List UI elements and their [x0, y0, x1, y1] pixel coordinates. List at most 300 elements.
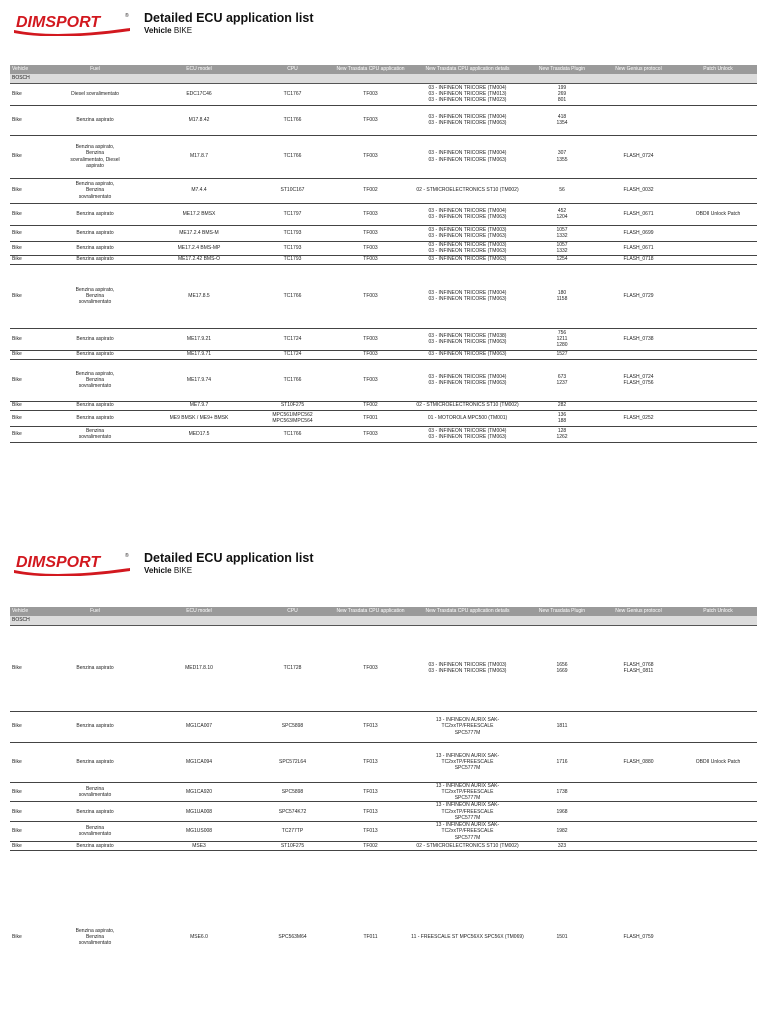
patch-unlock-cell — [679, 742, 757, 782]
trasdata-details-cell — [409, 328, 526, 350]
table-row — [10, 178, 757, 203]
cell-text: TC1797 — [283, 210, 302, 217]
cell-text: Bike — [12, 229, 22, 236]
cell-text: TF003 — [363, 90, 378, 97]
cell-text: 1354 — [556, 120, 568, 126]
cell-text: TF003 — [363, 351, 378, 358]
cell-text: EDC17C46 — [186, 90, 212, 97]
cell-text: 03 - INFINEON TRICORE (TM063) — [428, 351, 507, 358]
fuel-cell — [45, 850, 145, 1024]
table-header — [10, 65, 757, 74]
cell-text: MPC563/MPC564 — [272, 418, 313, 424]
table-row — [10, 264, 757, 328]
cell-text: FLASH_0759 — [623, 934, 654, 941]
trasdata-plugin-cell — [526, 255, 598, 264]
vehicle-cell — [10, 178, 45, 203]
column-header: ECU model — [145, 607, 253, 616]
cell-text: 1501 — [556, 934, 568, 941]
trasdata-plugin-cell — [526, 264, 598, 328]
genius-protocol-cell — [598, 841, 679, 850]
cell-text: MG1CA094 — [185, 758, 213, 765]
column-header: Fuel — [45, 65, 145, 74]
cell-text: OBDII Unlock Patch — [695, 758, 741, 765]
cell-text: TF013 — [363, 758, 378, 765]
cell-text: Benzina aspirato — [76, 758, 114, 765]
fuel-cell — [45, 742, 145, 782]
fuel-cell — [45, 225, 145, 241]
logo-text: DIMSPORT — [16, 14, 101, 31]
cell-text: Benzina aspirato — [76, 335, 114, 342]
patch-unlock-cell — [679, 328, 757, 350]
table-body — [10, 616, 757, 1024]
cell-text: 13 - INFINEON AURIX SAK-TC2xxTP/FREESCALE — [435, 822, 500, 835]
genius-protocol-cell — [598, 625, 679, 711]
cell-text: 03 - INFINEON TRICORE (TM063) — [428, 256, 507, 263]
fuel-cell — [45, 241, 145, 255]
cell-text: ME7.9.7 — [189, 402, 209, 409]
trasdata-app-cell — [332, 841, 409, 850]
cell-text: TF013 — [363, 808, 378, 815]
trasdata-plugin-cell — [526, 328, 598, 350]
cell-text: ME17.8.5 — [188, 292, 210, 299]
cell-text: Benzina — [85, 427, 105, 434]
ecu-model-cell — [145, 711, 253, 742]
cell-text: FLASH_0718 — [623, 256, 654, 263]
genius-protocol-cell — [598, 802, 679, 822]
trasdata-details-cell — [409, 350, 526, 359]
cell-text: ME9 BMSK / ME9+ BMSK — [169, 414, 229, 421]
fuel-cell — [45, 203, 145, 225]
cell-text: 188 — [557, 418, 567, 424]
cell-text: SPC5777M — [454, 795, 481, 801]
cell-text: Bike — [12, 808, 22, 815]
vehicle-cell — [10, 850, 45, 1024]
cell-text: Bike — [12, 256, 22, 263]
trasdata-plugin-cell — [526, 410, 598, 426]
cell-text: 452 — [557, 207, 567, 214]
cell-text: TC1724 — [283, 335, 302, 342]
cell-text: sovralimentato — [78, 434, 112, 440]
table-row — [10, 426, 757, 442]
cell-text: 03 - INFINEON TRICORE (TM063) — [428, 434, 507, 440]
ecu-model-cell — [145, 203, 253, 225]
cpu-cell — [253, 105, 332, 135]
cell-text: Benzina — [85, 187, 105, 194]
genius-protocol-cell — [598, 178, 679, 203]
cell-text: 03 - INFINEON TRICORE (TM004) — [428, 150, 507, 157]
cell-text: 1811 — [556, 723, 568, 730]
cell-text: sovralimentato, Diesel — [70, 156, 120, 163]
cell-text: TF003 — [363, 116, 378, 123]
page-title: Detailed ECU application list — [144, 11, 314, 25]
cell-text: 02 - STMICROELECTRONICS ST10 (TM002) — [416, 187, 519, 194]
table-row — [10, 802, 757, 822]
cpu-cell — [253, 742, 332, 782]
trasdata-app-cell — [332, 359, 409, 401]
cell-text: MSE6.0 — [190, 934, 208, 941]
header-row — [10, 607, 757, 616]
cell-text: TF002 — [363, 402, 378, 409]
trasdata-app-cell — [332, 625, 409, 711]
cell-text: sovralimentato — [78, 383, 112, 390]
cell-text: MSE3 — [192, 842, 206, 849]
fuel-cell — [45, 426, 145, 442]
cell-text: SPC5777M — [454, 729, 481, 736]
trasdata-plugin-cell — [526, 178, 598, 203]
cell-text: 02 - STMICROELECTRONICS ST10 (TM002) — [416, 402, 519, 409]
cell-text: Bike — [12, 116, 22, 123]
cell-text: 801 — [557, 97, 567, 104]
column-header: Vehicle — [10, 607, 45, 616]
cell-text: Bike — [12, 828, 22, 835]
cell-text: 1280 — [556, 342, 568, 349]
genius-protocol-cell — [598, 203, 679, 225]
ecu-model-cell — [145, 410, 253, 426]
vehicle-cell — [10, 105, 45, 135]
table-header — [10, 607, 757, 616]
table-row — [10, 241, 757, 255]
cell-text: Bike — [12, 376, 22, 383]
cell-text: SPC5777M — [454, 814, 481, 821]
patch-unlock-cell — [679, 822, 757, 842]
trasdata-app-cell — [332, 711, 409, 742]
group-row — [10, 74, 757, 83]
patch-unlock-cell — [679, 178, 757, 203]
trasdata-plugin-cell — [526, 426, 598, 442]
patch-unlock-cell — [679, 255, 757, 264]
vehicle-cell — [10, 359, 45, 401]
column-header: CPU — [253, 607, 332, 616]
cell-text: 03 - INFINEON TRICORE (TM003) — [428, 226, 507, 233]
cell-text: 03 - INFINEON TRICORE (TM063) — [428, 296, 507, 302]
trasdata-app-cell — [332, 742, 409, 782]
genius-protocol-cell — [598, 135, 679, 178]
patch-unlock-cell — [679, 264, 757, 328]
ecu-model-cell — [145, 264, 253, 328]
page-header — [12, 550, 412, 580]
ecu-model-cell — [145, 105, 253, 135]
cell-text: ME17.2.42 BMS-O — [178, 256, 220, 263]
cell-text: TF003 — [363, 335, 378, 342]
fuel-cell — [45, 105, 145, 135]
cpu-cell — [253, 401, 332, 410]
column-header: ECU model — [145, 65, 253, 74]
table-row — [10, 225, 757, 241]
trasdata-details-cell — [409, 105, 526, 135]
column-header: Patch Unlock — [679, 65, 757, 74]
cell-text: TF001 — [363, 414, 378, 421]
trasdata-details-cell — [409, 178, 526, 203]
cpu-cell — [253, 426, 332, 442]
cell-text: 03 - INFINEON TRICORE (TM063) — [428, 156, 507, 163]
genius-protocol-cell — [598, 822, 679, 842]
genius-protocol-cell — [598, 782, 679, 802]
cell-text: Benzina aspirato — [76, 414, 114, 421]
patch-unlock-cell — [679, 350, 757, 359]
vehicle-cell — [10, 255, 45, 264]
cell-text: Benzina — [85, 376, 105, 383]
cell-text: TF002 — [363, 842, 378, 849]
cell-text: Benzina aspirato — [76, 210, 114, 217]
cell-text: sovralimentato — [78, 193, 112, 200]
cell-text: FLASH_0671 — [623, 210, 654, 217]
cell-text: 03 - INFINEON TRICORE (TM063) — [428, 248, 507, 254]
cell-text: 1355 — [556, 156, 568, 163]
cell-text: FLASH_0729 — [623, 292, 654, 299]
cell-text: 1262 — [556, 434, 568, 440]
ecu-model-cell — [145, 225, 253, 241]
cell-text: FLASH_0880 — [623, 758, 654, 765]
cpu-cell — [253, 410, 332, 426]
vehicle-cell — [10, 802, 45, 822]
cell-text: Bike — [12, 210, 22, 217]
trasdata-details-cell — [409, 225, 526, 241]
cpu-cell — [253, 241, 332, 255]
cell-text: Bike — [12, 153, 22, 160]
trasdata-details-cell — [409, 135, 526, 178]
genius-protocol-cell — [598, 401, 679, 410]
cell-text: 1738 — [556, 788, 568, 795]
ecu-model-cell — [145, 83, 253, 105]
cell-text: 1982 — [556, 828, 568, 835]
ecu-model-cell — [145, 328, 253, 350]
cell-text: SPC572L64 — [279, 758, 306, 765]
cell-text: MED17.5 — [188, 430, 210, 437]
cell-text: 1211 — [556, 335, 568, 342]
cell-text: TC1766 — [283, 292, 302, 299]
cell-text: FLASH_0738 — [623, 335, 654, 342]
cell-text: MG1CA920 — [185, 788, 213, 795]
column-header: CPU — [253, 65, 332, 74]
cell-text: Bike — [12, 244, 22, 251]
vehicle-cell — [10, 625, 45, 711]
trasdata-details-cell — [409, 241, 526, 255]
cell-text: 13 - INFINEON AURIX SAK-TC2xxTP/FREESCALE — [435, 782, 500, 795]
table-row — [10, 350, 757, 359]
patch-unlock-cell — [679, 241, 757, 255]
cpu-cell — [253, 264, 332, 328]
cpu-cell — [253, 359, 332, 401]
cell-text: 282 — [557, 402, 567, 409]
cpu-cell — [253, 711, 332, 742]
trasdata-plugin-cell — [526, 625, 598, 711]
page-subtitle — [144, 26, 192, 35]
table-row — [10, 328, 757, 350]
cell-text: 1204 — [556, 214, 568, 220]
genius-protocol-cell — [598, 241, 679, 255]
cell-text: Benzina aspirato — [76, 402, 114, 409]
cell-text: Bike — [12, 934, 22, 941]
cell-text: Bike — [12, 187, 22, 194]
genius-protocol-cell — [598, 350, 679, 359]
cell-text: Benzina — [85, 150, 105, 157]
trasdata-app-cell — [332, 782, 409, 802]
patch-unlock-cell — [679, 426, 757, 442]
genius-protocol-cell — [598, 850, 679, 1024]
patch-unlock-cell — [679, 401, 757, 410]
table-row — [10, 135, 757, 178]
vehicle-cell — [10, 225, 45, 241]
vehicle-cell — [10, 822, 45, 842]
cell-text: TC1766 — [283, 430, 302, 437]
page-1 — [0, 0, 768, 470]
cell-text: FLASH_0032 — [623, 187, 654, 194]
ecu-model-cell — [145, 850, 253, 1024]
trasdata-app-cell — [332, 426, 409, 442]
cpu-cell — [253, 135, 332, 178]
column-header: New Genius protocol — [598, 607, 679, 616]
table-row — [10, 850, 757, 1024]
table-row — [10, 359, 757, 401]
group-label: BOSCH — [10, 74, 757, 83]
table-row — [10, 742, 757, 782]
cell-text: 1332 — [556, 248, 568, 254]
trasdata-details-cell — [409, 264, 526, 328]
table-row — [10, 255, 757, 264]
trasdata-plugin-cell — [526, 711, 598, 742]
cell-text: Benzina aspirato — [76, 664, 114, 671]
trasdata-plugin-cell — [526, 359, 598, 401]
trasdata-details-cell — [409, 410, 526, 426]
table-row — [10, 711, 757, 742]
cell-text: Bike — [12, 90, 22, 97]
cell-text: Bike — [12, 292, 22, 299]
cpu-cell — [253, 782, 332, 802]
subtitle-label: Vehicle — [144, 26, 172, 35]
cell-text: TF013 — [363, 723, 378, 730]
logo-registered-mark: ® — [125, 553, 129, 559]
cell-text: SPC5898 — [281, 723, 304, 730]
page-2 — [0, 520, 768, 1024]
cell-text: 269 — [557, 90, 567, 97]
patch-unlock-cell — [679, 135, 757, 178]
trasdata-plugin-cell — [526, 742, 598, 782]
cell-text: TC1728 — [283, 664, 302, 671]
cell-text: ME17.9.21 — [186, 335, 212, 342]
table-row — [10, 410, 757, 426]
cell-text: TF003 — [363, 292, 378, 299]
patch-unlock-cell — [679, 203, 757, 225]
genius-protocol-cell — [598, 742, 679, 782]
cell-text: 1158 — [556, 296, 568, 302]
logo-text: DIMSPORT — [16, 554, 101, 571]
genius-protocol-cell — [598, 83, 679, 105]
ecu-model-cell — [145, 401, 253, 410]
patch-unlock-cell — [679, 359, 757, 401]
cell-text: TF003 — [363, 256, 378, 263]
trasdata-details-cell — [409, 359, 526, 401]
cell-text: 756 — [557, 329, 567, 336]
cell-text: 1057 — [556, 226, 568, 233]
genius-protocol-cell — [598, 105, 679, 135]
cell-text: ME17.9.71 — [186, 351, 212, 358]
trasdata-app-cell — [332, 350, 409, 359]
trasdata-plugin-cell — [526, 135, 598, 178]
column-header: New Trasdata CPU application details — [409, 607, 526, 616]
cell-text: M7.4.4 — [191, 187, 207, 194]
vehicle-cell — [10, 426, 45, 442]
trasdata-plugin-cell — [526, 241, 598, 255]
patch-unlock-cell — [679, 711, 757, 742]
trasdata-app-cell — [332, 105, 409, 135]
cell-text: 1656 — [556, 661, 568, 668]
cell-text: ME17.2.4 BMS-MP — [177, 244, 221, 251]
subtitle-value: BIKE — [173, 566, 193, 575]
patch-unlock-cell — [679, 850, 757, 1024]
cell-text: 03 - INFINEON TRICORE (TM063) — [428, 233, 507, 239]
cell-text: FLASH_0724 — [623, 373, 654, 380]
table-row — [10, 401, 757, 410]
ecu-model-cell — [145, 135, 253, 178]
cell-text: 01 - MOTOROLA MPC500 (TM001) — [427, 414, 508, 421]
genius-protocol-cell — [598, 264, 679, 328]
cell-text: 1254 — [556, 256, 568, 263]
fuel-cell — [45, 401, 145, 410]
cell-text: TC1724 — [283, 351, 302, 358]
cell-text: TF003 — [363, 244, 378, 251]
cpu-cell — [253, 203, 332, 225]
cell-text: Bike — [12, 758, 22, 765]
vehicle-cell — [10, 782, 45, 802]
cell-text: sovralimentato — [78, 791, 112, 798]
vehicle-cell — [10, 841, 45, 850]
group-row — [10, 616, 757, 625]
page-title: Detailed ECU application list — [144, 551, 314, 565]
column-header: Patch Unlock — [679, 607, 757, 616]
cell-text: 03 - INFINEON TRICORE (TM063) — [428, 120, 507, 126]
cell-text: 199 — [557, 84, 567, 91]
cell-text: 03 - INFINEON TRICORE (TM063) — [428, 380, 507, 386]
fuel-cell — [45, 83, 145, 105]
cell-text: MPC561/MPC562 — [272, 411, 313, 418]
table-row — [10, 782, 757, 802]
ecu-model-cell — [145, 841, 253, 850]
column-header: New Trasdata CPU application — [332, 65, 409, 74]
cell-text: MG1US008 — [185, 828, 213, 835]
column-header: New Trasdata CPU application details — [409, 65, 526, 74]
fuel-cell — [45, 359, 145, 401]
cell-text: sovralimentato — [78, 831, 112, 838]
vehicle-cell — [10, 241, 45, 255]
trasdata-plugin-cell — [526, 83, 598, 105]
cell-text: 02 - STMICROELECTRONICS ST10 (TM002) — [416, 842, 519, 849]
trasdata-app-cell — [332, 225, 409, 241]
cpu-cell — [253, 850, 332, 1024]
cell-text: TF003 — [363, 229, 378, 236]
trasdata-details-cell — [409, 802, 526, 822]
ecu-model-cell — [145, 350, 253, 359]
cell-text: ST10F275 — [280, 402, 305, 409]
patch-unlock-cell — [679, 841, 757, 850]
cell-text: M17.8.7 — [189, 153, 209, 160]
cell-text: TC1793 — [283, 256, 302, 263]
cell-text: TF003 — [363, 210, 378, 217]
cell-text: 136 — [557, 411, 567, 418]
cell-text: Benzina aspirato — [76, 842, 114, 849]
ecu-model-cell — [145, 782, 253, 802]
trasdata-details-cell — [409, 426, 526, 442]
fuel-cell — [45, 264, 145, 328]
cell-text: FLASH_0724 — [623, 153, 654, 160]
cell-text: Bike — [12, 664, 22, 671]
ecu-model-cell — [145, 359, 253, 401]
patch-unlock-cell — [679, 225, 757, 241]
fuel-cell — [45, 135, 145, 178]
vehicle-cell — [10, 711, 45, 742]
trasdata-details-cell — [409, 782, 526, 802]
table-row — [10, 822, 757, 842]
trasdata-app-cell — [332, 255, 409, 264]
